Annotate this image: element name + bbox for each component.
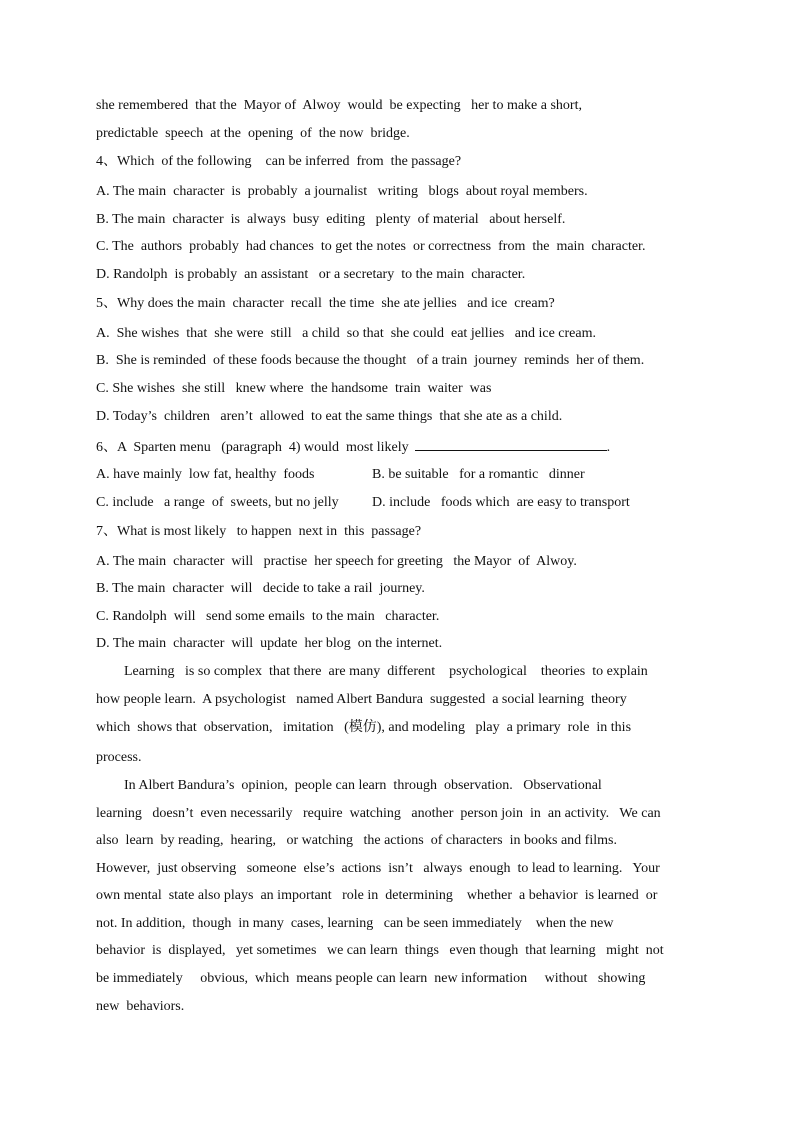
option-4d: D. Randolph is probably an assistant or a secretary to the main character. xyxy=(96,267,526,282)
passage-line: how people learn. A psychologist named Albert Bandura suggested a social learning theory xyxy=(96,692,627,707)
passage-line: Learning is so complex that there are many different psychological theories to explain xyxy=(124,664,648,679)
option-7d: D. The main character will update her blog on the internet. xyxy=(96,636,443,651)
option-6a: A. have mainly low fat, healthy foods xyxy=(96,467,315,482)
option-6b: B. be suitable for a romantic dinner xyxy=(372,467,585,482)
passage-line: which shows that observation, imitation (模仿), and modeling play a primary role in this xyxy=(96,720,632,735)
option-4c: C. The authors probably had chances to get the notes or correctness from the main character. xyxy=(96,239,646,254)
option-4b: B. The main character is always busy editing plenty of material about herself. xyxy=(96,212,566,227)
text-line: predictable speech at the opening of the now bridge. xyxy=(96,126,410,141)
option-6d: D. include foods which are easy to transport xyxy=(372,495,630,510)
question-7: 7、What is most likely to happen next in this passage? xyxy=(96,524,422,539)
passage-line: own mental state also plays an important role in determining whether a behavior is learned or xyxy=(96,888,658,903)
passage-line: In Albert Bandura’s opinion, people can learn through observation. Observational xyxy=(124,778,602,793)
option-5d: D. Today’s children aren’t allowed to eat the same things that she ate as a child. xyxy=(96,409,563,424)
option-7b: B. The main character will decide to take a rail journey. xyxy=(96,581,425,596)
answer-blank xyxy=(415,436,607,451)
question-5: 5、Why does the main character recall the time she ate jellies and ice cream? xyxy=(96,296,555,311)
passage-line: However, just observing someone else’s actions isn’t always enough to lead to learning. Your xyxy=(96,861,660,876)
question-6 xyxy=(96,436,610,454)
question-4: 4、Which of the following can be inferred from the passage? xyxy=(96,154,462,169)
passage-line: learning doesn’t even necessarily require watching another person join in an activity. We can xyxy=(96,806,661,821)
option-5c: C. She wishes she still knew where the handsome train waiter was xyxy=(96,381,492,396)
option-6c: C. include a range of sweets, but no jelly xyxy=(96,495,339,510)
text-line: she remembered that the Mayor of Alwoy would be expecting her to make a short, xyxy=(96,98,582,113)
option-5b: B. She is reminded of these foods because the thought of a train journey reminds her of them. xyxy=(96,353,645,368)
passage-line: also learn by reading, hearing, or watching the actions of characters in books and films. xyxy=(96,833,617,848)
passage-line: process. xyxy=(96,750,142,765)
passage-line: be immediately obvious, which means people can learn new information without showing xyxy=(96,971,646,986)
option-4a: A. The main character is probably a journalist writing blogs about royal members. xyxy=(96,184,588,199)
passage-line: behavior is displayed, yet sometimes we can learn things even though that learning might not xyxy=(96,943,664,958)
passage-line: not. In addition, though in many cases, learning can be seen immediately when the new xyxy=(96,916,614,931)
passage-line: new behaviors. xyxy=(96,999,185,1014)
option-7c: C. Randolph will send some emails to the main character. xyxy=(96,609,440,624)
option-7a: A. The main character will practise her speech for greeting the Mayor of Alwoy. xyxy=(96,554,577,569)
question-6-end: . xyxy=(606,440,611,455)
question-6-prompt: 6、A Sparten menu (paragraph 4) would most likely xyxy=(96,440,409,455)
option-5a: A. She wishes that she were still a child so that she could eat jellies and ice cream. xyxy=(96,326,596,341)
